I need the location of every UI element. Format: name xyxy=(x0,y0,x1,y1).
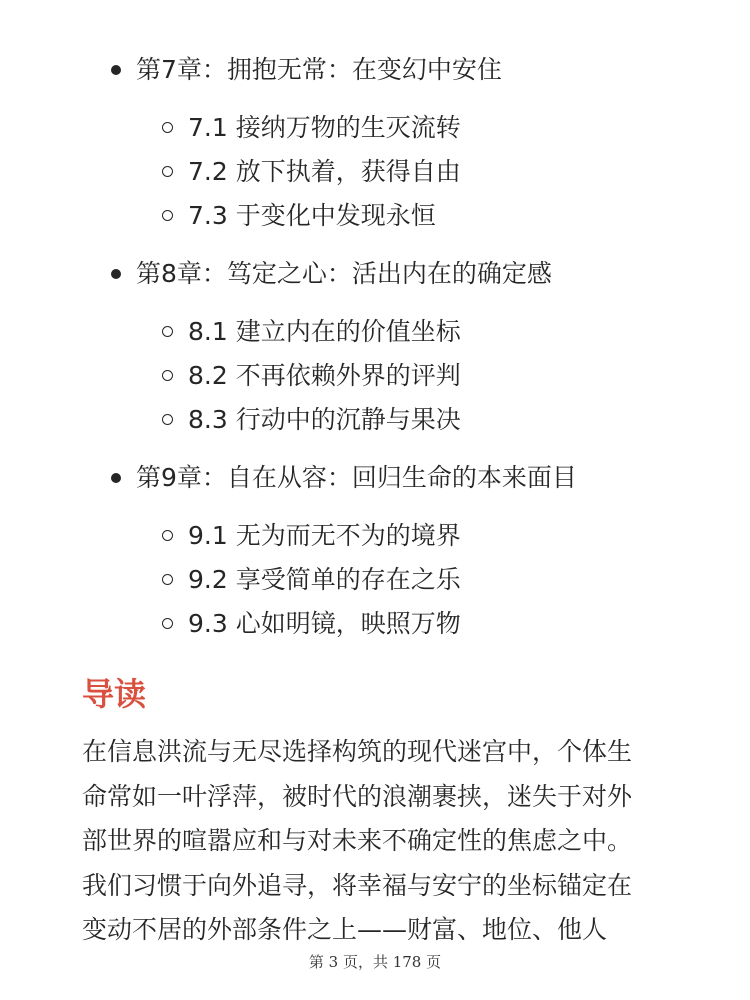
bullet-icon xyxy=(111,65,121,75)
paragraph-line: 我们习惯于向外追寻，将幸福与安宁的坐标锚定在 xyxy=(82,870,633,900)
section-title: 7.1 接纳万物的生灭流转 xyxy=(188,113,461,142)
paragraph-line: 部世界的喧嚣应和与对未来不确定性的焦虑之中。 xyxy=(82,826,633,855)
toc-chapter-7 xyxy=(0,48,750,92)
toc-section xyxy=(0,514,750,558)
section-title: 7.3 于变化中发现永恒 xyxy=(188,201,436,230)
paragraph-line: 命常如一叶浮萍，被时代的浪潮裹挟，迷失于对外 xyxy=(82,781,633,811)
hollow-bullet-icon xyxy=(162,166,173,177)
toc-sections-9 xyxy=(0,500,750,660)
hollow-bullet-icon xyxy=(162,370,173,381)
paragraph-line: 在信息洪流与无尽选择构筑的现代迷宫中，个体生 xyxy=(82,737,633,766)
toc-sections-7 xyxy=(0,92,750,252)
section-title: 8.1 建立内在的价值坐标 xyxy=(188,317,461,346)
toc-chapter-9 xyxy=(0,456,750,500)
section-title: 9.3 心如明镜，映照万物 xyxy=(188,609,461,638)
hollow-bullet-icon xyxy=(162,530,173,541)
hollow-bullet-icon xyxy=(162,326,173,337)
bullet-icon xyxy=(111,473,121,483)
toc-chapter-8 xyxy=(0,252,750,296)
toc-section xyxy=(0,106,750,150)
section-title: 8.2 不再依赖外界的评判 xyxy=(188,361,461,390)
toc-section xyxy=(0,602,750,646)
intro-heading: 导读 xyxy=(82,675,147,713)
intro-paragraph xyxy=(82,730,682,953)
hollow-bullet-icon xyxy=(162,210,173,221)
paragraph-line: 变动不居的外部条件之上——财富、地位、他人 xyxy=(82,915,608,944)
toc-section xyxy=(0,150,750,194)
toc-section xyxy=(0,194,750,238)
toc-sections-8 xyxy=(0,296,750,456)
toc-section xyxy=(0,398,750,442)
toc-section xyxy=(0,558,750,602)
chapter-title: 第7章：拥抱无常：在变幻中安住 xyxy=(136,55,502,84)
section-title: 9.1 无为而无不为的境界 xyxy=(188,521,461,550)
chapter-title: 第9章：自在从容：回归生命的本来面目 xyxy=(136,463,577,492)
toc-section xyxy=(0,310,750,354)
section-title: 8.3 行动中的沉静与果决 xyxy=(188,405,461,434)
section-title: 9.2 享受简单的存在之乐 xyxy=(188,565,461,594)
hollow-bullet-icon xyxy=(162,574,173,585)
section-title: 7.2 放下执着，获得自由 xyxy=(188,157,461,186)
toc-section xyxy=(0,354,750,398)
hollow-bullet-icon xyxy=(162,122,173,133)
bullet-icon xyxy=(111,269,121,279)
page-number: 第 3 页，共 178 页 xyxy=(308,953,442,971)
chapter-title: 第8章：笃定之心：活出内在的确定感 xyxy=(136,259,552,288)
hollow-bullet-icon xyxy=(162,414,173,425)
hollow-bullet-icon xyxy=(162,618,173,629)
table-of-contents xyxy=(0,48,750,660)
